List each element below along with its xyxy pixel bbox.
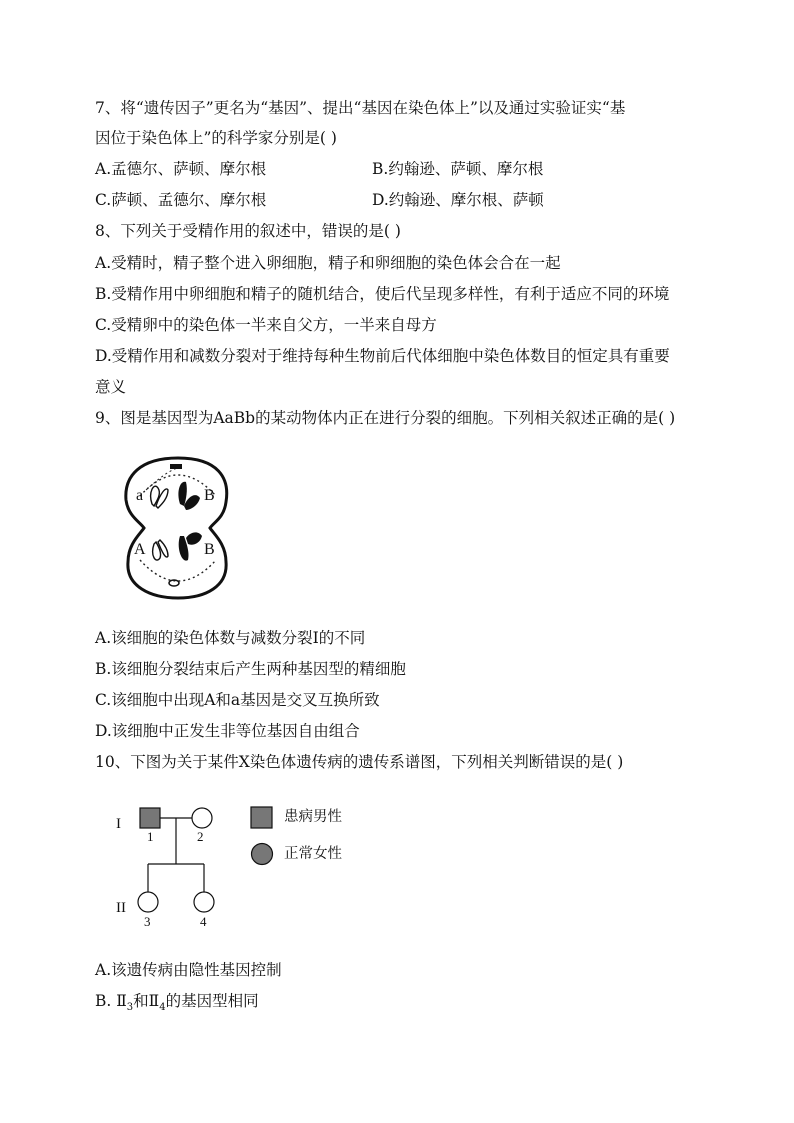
q8-stem: 8、下列关于受精作用的叙述中，错误的是( ) xyxy=(95,222,401,240)
legend-normal-female-label: 正常女性 xyxy=(284,846,342,862)
q10-option-b-sub1: 3 xyxy=(126,1002,134,1014)
legend-affected-male-icon xyxy=(250,806,274,830)
legend-normal-female-icon xyxy=(250,842,274,866)
q8-option-d-line2: 意义 xyxy=(95,378,127,396)
cell-division-figure xyxy=(118,452,238,604)
q8-option-b: B.受精作用中卵细胞和精子的随机结合，使后代呈现多样性，有利于适应不同的环境 xyxy=(95,285,670,303)
affected-male-1-icon xyxy=(140,808,160,828)
q9-option-b: B.该细胞分裂结束后产生两种基因型的精细胞 xyxy=(95,660,406,678)
chromosome-a-bottom xyxy=(153,540,168,560)
individual-number-2: 2 xyxy=(197,829,204,844)
q9-option-d: D.该细胞中正发生非等位基因自由组合 xyxy=(95,722,360,740)
q7-option-a: A.孟德尔、萨顿、摩尔根 xyxy=(95,160,267,178)
q7-stem-line2: 因位于染色体上”的科学家分别是( ) xyxy=(95,129,337,147)
gene-label-a: a xyxy=(136,487,144,504)
q7-option-d: D.约翰逊、摩尔根、萨顿 xyxy=(372,191,544,209)
q9-stem: 9、图是基因型为AaBb的某动物体内正在进行分裂的细胞。下列相关叙述正确的是( ) xyxy=(95,409,676,427)
individual-number-4: 4 xyxy=(200,914,207,929)
q10-option-a: A.该遗传病由隐性基因控制 xyxy=(95,961,282,979)
gene-label-b-bottom: B xyxy=(204,541,215,558)
q10-option-b-mid: 和Ⅱ xyxy=(133,992,160,1010)
generation-label-1: I xyxy=(116,816,121,832)
q8-option-c: C.受精卵中的染色体一半来自父方，一半来自母方 xyxy=(95,316,437,334)
gene-label-b-top: B xyxy=(204,487,215,504)
legend-affected-male-label: 患病男性 xyxy=(284,809,342,825)
chromosome-a-top xyxy=(151,486,168,508)
generation-label-2: II xyxy=(116,900,126,916)
normal-female-2-icon xyxy=(192,808,212,828)
q10-option-b-prefix: B. Ⅱ xyxy=(95,992,127,1010)
q10-option-b-sub2: 4 xyxy=(159,1002,166,1014)
q7-stem-line1: 7、将“遗传因子”更名为“基因”、提出“基因在染色体上”以及通过实验证实“基 xyxy=(95,99,626,117)
cell-membrane xyxy=(126,458,227,598)
q9-option-a: A.该细胞的染色体数与减数分裂Ⅰ的不同 xyxy=(95,629,366,647)
centriole-top-icon xyxy=(170,464,182,469)
female-4-icon xyxy=(194,892,214,912)
q10-option-b-suffix: 的基因型相同 xyxy=(165,992,259,1010)
q7-option-c: C.萨顿、孟德尔、摩尔根 xyxy=(95,191,267,209)
individual-number-1: 1 xyxy=(147,829,154,844)
chromosome-b-bottom xyxy=(179,532,202,560)
q9-option-c: C.该细胞中出现A和a基因是交叉互换所致 xyxy=(95,691,380,709)
gene-label-a-upper: A xyxy=(134,541,146,558)
q10-stem: 10、下图为关于某件X染色体遗传病的遗传系谱图，下列相关判断错误的是( ) xyxy=(95,753,624,771)
female-3-icon xyxy=(138,892,158,912)
q8-option-d-line1: D.受精作用和减数分裂对于维持每种生物前后代体细胞中染色体数目的恒定具有重要 xyxy=(95,347,670,365)
pedigree-chart xyxy=(110,798,240,934)
q7-option-b: B.约翰逊、萨顿、摩尔根 xyxy=(372,160,544,178)
chromosome-b-top xyxy=(178,482,200,510)
q10-option-b xyxy=(95,991,259,1018)
q8-option-a: A.受精时，精子整个进入卵细胞，精子和卵细胞的染色体会合在一起 xyxy=(95,254,561,272)
individual-number-3: 3 xyxy=(144,914,151,929)
